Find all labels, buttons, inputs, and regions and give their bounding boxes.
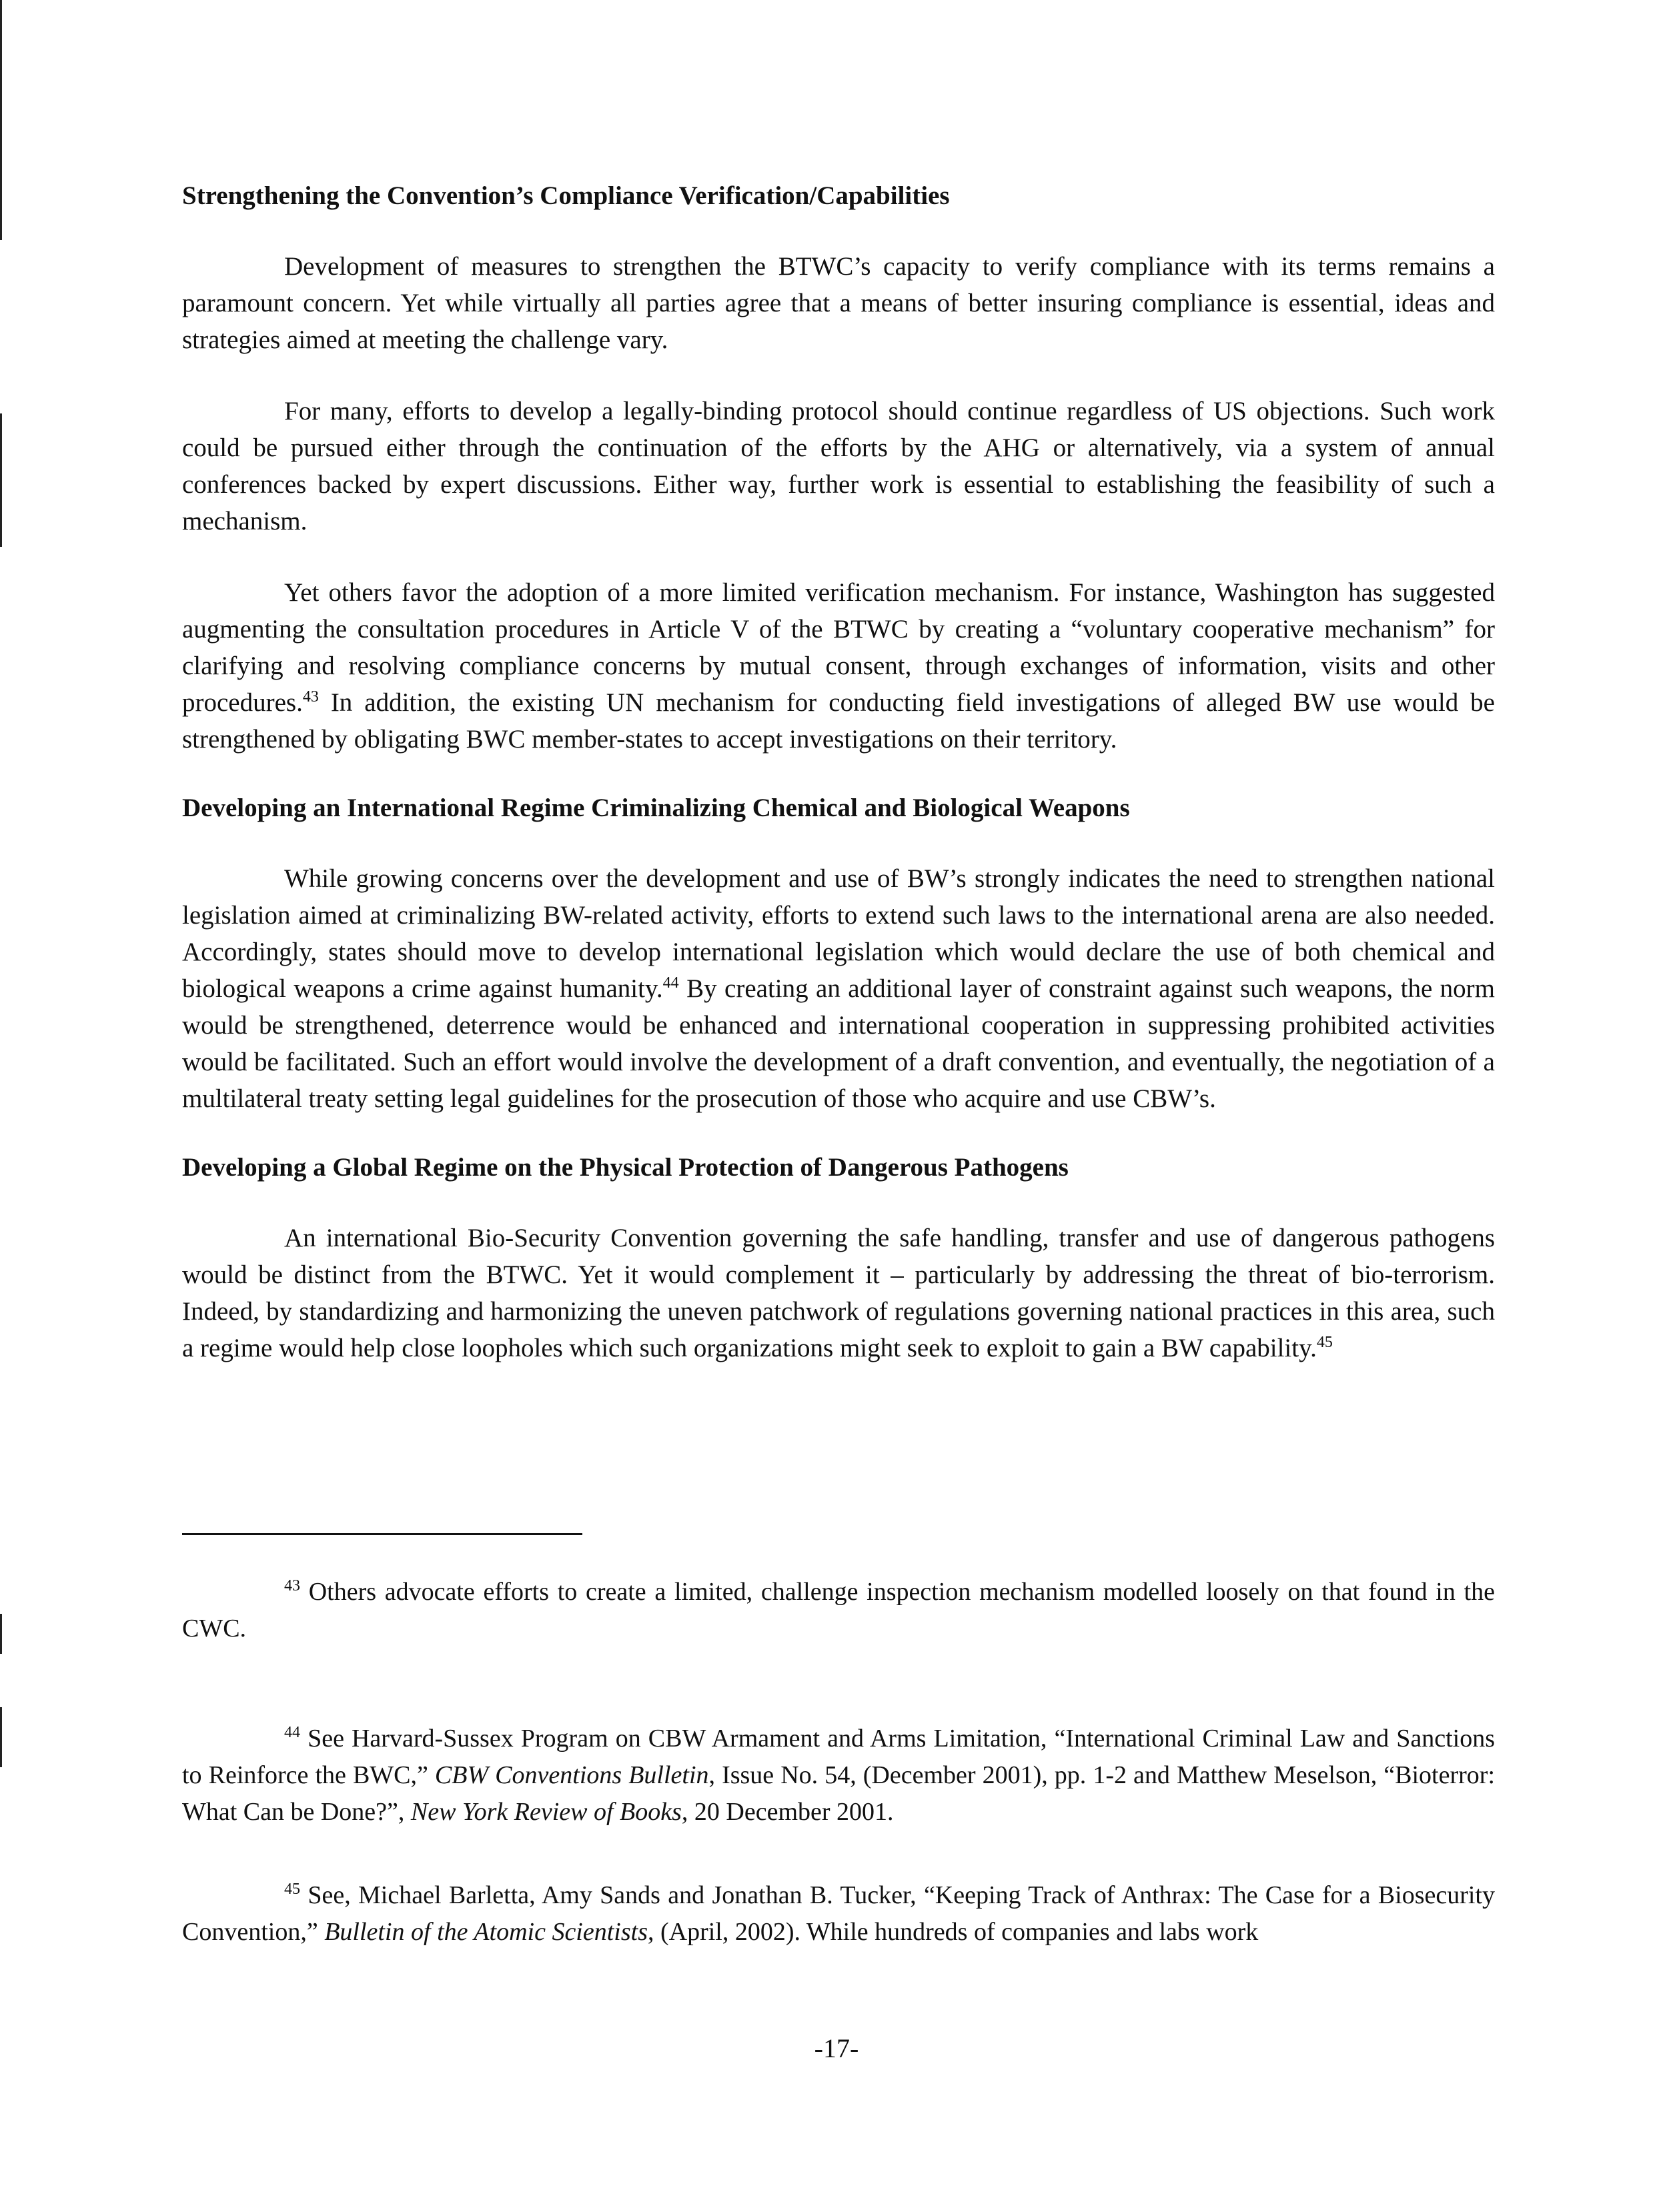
footnote-text: , 20 December 2001. — [681, 1798, 894, 1826]
footnote-text: Others advocate efforts to create a limited, challenge inspection mechanism modelled loosely on that found in the CWC. — [182, 1578, 1495, 1642]
page-number: -17- — [814, 2033, 859, 2063]
footnote-italic-title: CBW Conventions Bulletin — [434, 1761, 709, 1789]
main-text — [182, 180, 1495, 1401]
footnote-number: 43 — [284, 1577, 300, 1594]
section-heading-pathogens: Developing a Global Regime on the Physical Protection of Dangerous Pathogens — [182, 1153, 1069, 1182]
paragraph: For many, efforts to develop a legally-binding protocol should continue regardless of US objections. Such work could be pursued either through the continuation of the efforts by the AHG or alternatively, via a system of annual conferences backed by expert discussions. Either way, further work is essential to establishing the feasibility of such a mechanism. — [182, 397, 1495, 535]
footnote-ref-43: 43 — [302, 688, 319, 706]
paragraph — [182, 1220, 1495, 1366]
paragraph — [182, 860, 1495, 1117]
footnote-text: See Harvard-Sussex Program on CBW Armament and Arms Limitation, “International Criminal Law and Sanctions to Reinforce the BWC,” — [182, 1725, 1495, 1789]
section-heading-criminalizing: Developing an International Regime Criminalizing Chemical and Biological Weapons — [182, 794, 1130, 822]
section-heading-compliance: Strengthening the Convention’s Compliance Verification/Capabilities — [182, 181, 950, 210]
footnote-number: 44 — [284, 1724, 300, 1741]
paragraph-text: Yet others favor the adoption of a more limited verification mechanism. For instance, Washington has suggested augmenting the consultation procedures in Article V of the BTWC by creating a “voluntary cooperative mechanism” for clarifying and resolving compliance concerns by mutual consent, through exchanges of information, visits and other procedures. — [182, 578, 1495, 717]
footnotes — [182, 1574, 1495, 1951]
paragraph-text: In addition, the existing UN mechanism for conducting field investigations of alleged BW use would be strengthened by obligating BWC member-states to accept investigations on their territory. — [182, 688, 1495, 754]
scan-edge-mark — [0, 1614, 2, 1654]
paragraph-text: An international Bio-Security Convention governing the safe handling, transfer and use of dangerous pathogens would be distinct from the BTWC. Yet it would complement it – particularly by addressing the threat of bio-terrorism. Indeed, by standardizing and harmonizing the uneven patchwork of regulations governing national practices in this area, such a regime would help close loopholes which such organizations might seek to exploit to gain a BW capability. — [182, 1224, 1495, 1362]
footnote-italic-title: New York Review of Books — [410, 1798, 682, 1826]
scan-edge-mark — [0, 413, 2, 547]
footnote-number: 45 — [284, 1881, 300, 1898]
paragraph — [182, 574, 1495, 758]
footnote-44 — [182, 1721, 1495, 1831]
footnote-text: See, Michael Barletta, Amy Sands and Jonathan B. Tucker, “Keeping Track of Anthrax: The Case for a Biosecurity Convention,” — [182, 1881, 1495, 1946]
footnote-text: , (April, 2002). While hundreds of companies and labs work — [647, 1918, 1259, 1946]
paragraph-text: By creating an additional layer of constraint against such weapons, the norm would be strengthened, deterrence would be enhanced and international cooperation in suppressing prohibited activities would be facilitated. Such an effort would involve the development of a draft convention, and eventually, the negotiation of a multilateral treaty setting legal guidelines for the prosecution of those who acquire and use CBW’s. — [182, 974, 1496, 1113]
paragraph: Development of measures to strengthen the BTWC’s capacity to verify compliance with its terms remains a paramount concern. Yet while virtually all parties agree that a means of better insuring compliance is essential, ideas and strategies aimed at meeting the challenge vary. — [182, 252, 1495, 354]
footnote-ref-44: 44 — [662, 974, 679, 992]
footnote-text: , Issue No. 54, (December 2001), pp. 1-2 and Matthew Meselson, “Bioterror: What Can be Done?”, — [182, 1761, 1496, 1826]
footnote-italic-title: Bulletin of the Atomic Scientists — [324, 1918, 648, 1946]
paragraph-text: While growing concerns over the development and use of BW’s strongly indicates the need to strengthen national legislation aimed at criminalizing BW-related activity, efforts to extend such laws to the international arena are also needed. Accordingly, states should move to develop international legislation which would declare the use of both chemical and biological weapons a crime against humanity. — [182, 864, 1495, 1003]
footnote-43 — [182, 1574, 1495, 1647]
scan-edge-mark — [0, 0, 2, 240]
scan-edge-mark — [0, 1707, 2, 1767]
footnote-45 — [182, 1877, 1495, 1951]
footnote-divider — [182, 1533, 582, 1535]
footnote-ref-45: 45 — [1316, 1334, 1333, 1351]
